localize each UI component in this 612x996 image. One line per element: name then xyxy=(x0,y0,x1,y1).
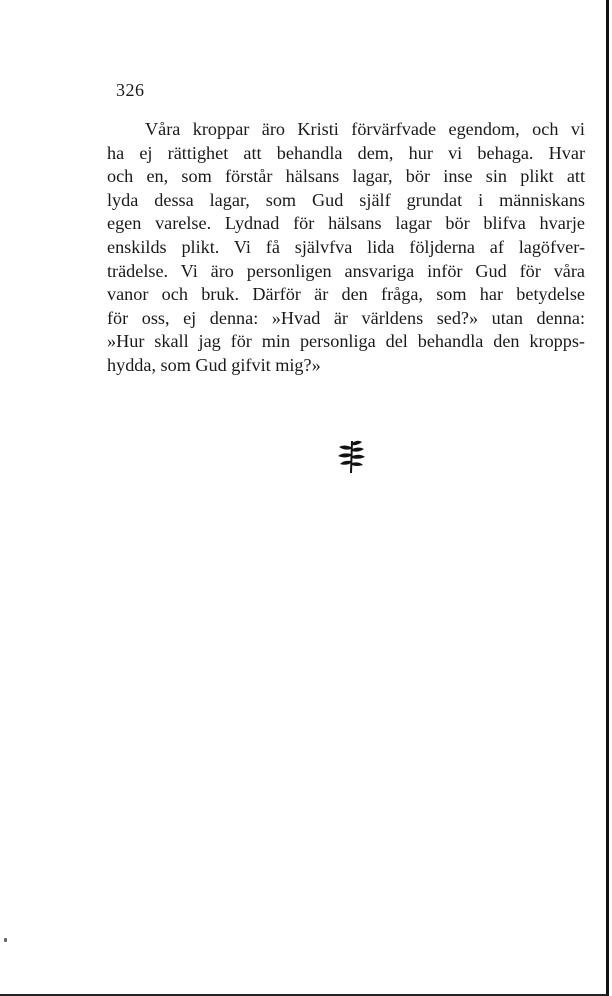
leaf-sprig-icon xyxy=(336,438,366,474)
text-line: trädelse. Vi äro personligen ansvariga inför Gud för våra xyxy=(107,260,585,281)
text-line: och en, som förstår hälsans lagar, bör inse sin plikt att xyxy=(107,166,585,187)
text-line: enskilds plikt. Vi få självfva lida följderna af lagöfver- xyxy=(107,236,585,257)
text-line: vanor och bruk. Därför är den fråga, som har betydelse xyxy=(107,284,585,305)
text-line: för oss, ej denna: »Hvad är världens sed?» utan denna: xyxy=(107,307,585,328)
text-line: Våra kroppar äro Kristi förvärfvade egendom, och vi xyxy=(145,119,585,139)
text-line: lyda dessa lagar, som Gud själf grundat i människans xyxy=(107,189,585,210)
page-number: 326 xyxy=(116,80,145,100)
margin-speck xyxy=(4,938,7,942)
text-line: hydda, som Gud gifvit mig?» xyxy=(107,354,321,375)
text-line: egen varelse. Lydnad för hälsans lagar bör blifva hvarje xyxy=(107,213,585,234)
body-text xyxy=(107,118,585,378)
text-line: ha ej rättighet att behandla dem, hur vi behaga. Hvar xyxy=(107,142,585,163)
text-line: »Hur skall jag för min personliga del behandla den kropps- xyxy=(107,331,585,352)
